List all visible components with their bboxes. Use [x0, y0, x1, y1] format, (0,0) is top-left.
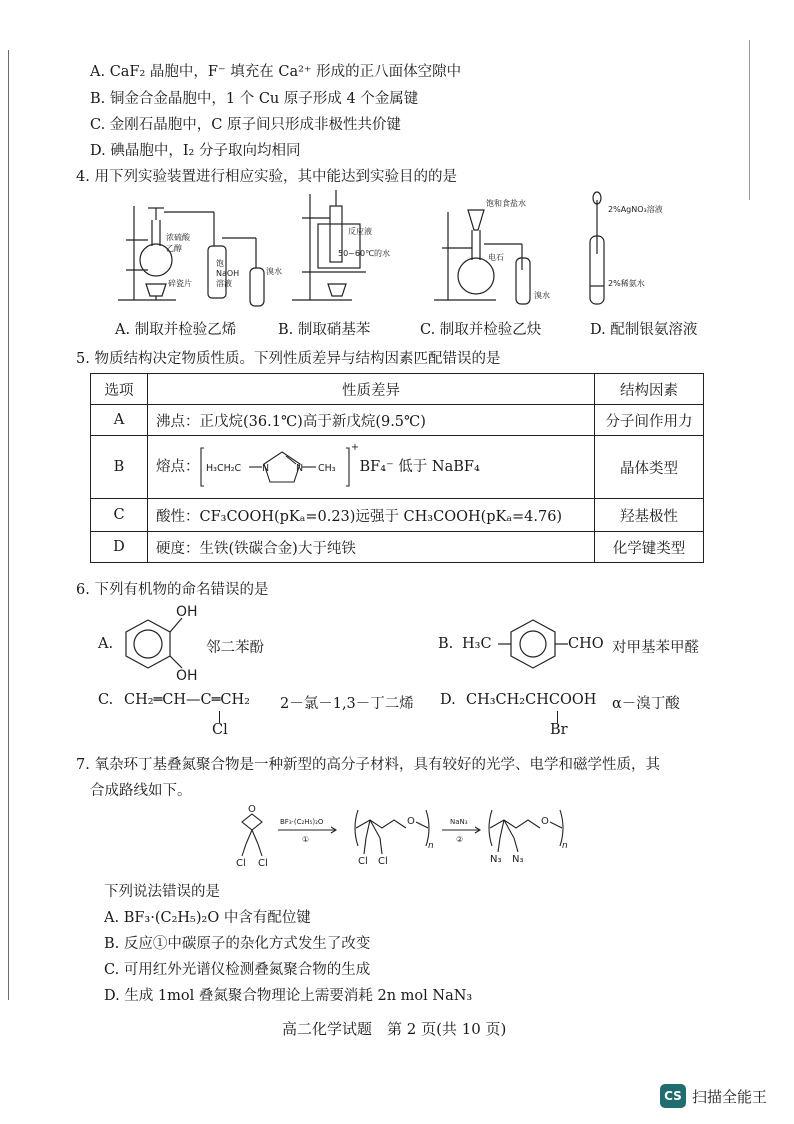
- table-row: [91, 499, 704, 532]
- q5-header-factor: 结构因素: [595, 374, 704, 405]
- cell-difference: 酸性：CF₃COOH(pKₐ=0.23)远强于 CH₃COOH(pKₐ=4.76): [148, 499, 595, 532]
- q6-b-left-group: H₃C: [462, 636, 492, 652]
- cell-option: B: [91, 436, 148, 499]
- catechol-oh-top: OH: [176, 604, 198, 620]
- label-a-ethanol: 乙醇: [166, 244, 182, 253]
- cell-factor: 化学键类型: [595, 532, 704, 563]
- label-d-ammonia: 2%稀氨水: [608, 279, 645, 288]
- q5-stem: 5. 物质结构决定物质性质。下列性质差异与结构因素匹配错误的是: [76, 351, 501, 367]
- q4-apparatus-figure: [96, 188, 716, 316]
- q4-option-c: C. 制取并检验乙炔: [420, 322, 542, 338]
- label-a-naoh-2: NaOH: [216, 269, 240, 278]
- polymer1-cl-2: Cl: [378, 856, 388, 867]
- cell-difference: [148, 436, 595, 499]
- q7-option-a: A. BF₃·(C₂H₅)₂O 中含有配位键: [104, 910, 311, 926]
- q6-c-label: C.: [98, 692, 114, 708]
- q6-a-name: 邻二苯酚: [206, 640, 264, 656]
- monomer-oxygen: O: [248, 804, 256, 815]
- scan-edge-left: [8, 50, 9, 1000]
- cell-option: C: [91, 499, 148, 532]
- polymer2-n3-1: N₃: [490, 854, 502, 865]
- polymer1-cl-1: Cl: [358, 856, 368, 867]
- cell-factor: 晶体类型: [595, 436, 704, 499]
- cell-difference: 硬度：生铁(铁碳合金)大于纯铁: [148, 532, 595, 563]
- label-a-acid: 浓硫酸: [166, 233, 190, 242]
- imidazolium-n1: N: [261, 463, 269, 474]
- apparatus-d-silver-ammonia: [590, 192, 604, 304]
- cell-factor: 羟基极性: [595, 499, 704, 532]
- imidazolium-n3: N: [295, 463, 303, 474]
- q6-d-label: D.: [440, 692, 456, 708]
- q6-c-formula: CH₂═CH—C═CH₂: [124, 692, 250, 708]
- q6-d-name: α－溴丁酸: [612, 696, 680, 712]
- q4-option-b: B. 制取硝基苯: [278, 322, 371, 338]
- polymer2-n: n: [562, 841, 568, 851]
- label-b-water: 50~60℃的水: [338, 249, 391, 258]
- q7-option-b: B. 反应①中碳原子的杂化方式发生了改变: [104, 936, 371, 952]
- q3-option-d: D. 碘晶胞中，I₂ 分子取向均相同: [90, 143, 301, 159]
- q6-d-substituent: Br: [550, 722, 568, 738]
- reagent-1: BF₃·(C₂H₅)₂O: [280, 818, 324, 826]
- imidazolium-left-group: H₃CH₂C: [205, 463, 241, 474]
- camscanner-logo-icon: CS: [660, 1084, 686, 1108]
- label-b-mix: 反应液: [348, 227, 372, 236]
- q7-stem-1: 7. 氧杂环丁基叠氮聚合物是一种新型的高分子材料，具有较好的光学、电学和磁学性质，其: [76, 757, 660, 773]
- q6-b-label: B.: [438, 636, 454, 652]
- apparatus-a-ethylene: [118, 206, 264, 306]
- q4-stem: 4. 用下列实验装置进行相应实验，其中能达到实验目的的是: [76, 169, 457, 185]
- q7-stem-2: 合成路线如下。: [90, 783, 192, 799]
- monomer-cl-2: Cl: [258, 858, 268, 869]
- label-a-chips: 碎瓷片: [168, 279, 192, 288]
- table-row: [91, 436, 704, 499]
- label-c-carbide: 电石: [488, 253, 504, 262]
- label-c-bromine: 溴水: [534, 291, 550, 300]
- q7-question: 下列说法错误的是: [104, 884, 220, 900]
- step-1: ①: [302, 835, 310, 844]
- q5-table: [90, 373, 704, 563]
- cell-option: D: [91, 532, 148, 563]
- q6-stem: 6. 下列有机物的命名错误的是: [76, 582, 269, 598]
- imidazolium-right-group: CH₃: [317, 463, 336, 474]
- label-a-naoh-3: 溶液: [216, 279, 232, 288]
- catechol-structure: [118, 604, 208, 684]
- polymer1-oxygen: O: [407, 816, 415, 827]
- table-row: [91, 405, 704, 436]
- label-a-bromine: 溴水: [266, 267, 282, 276]
- q6-a-label: A.: [98, 636, 114, 652]
- q3-option-a: A. CaF₂ 晶胞中，F⁻ 填充在 Ca²⁺ 形成的正八面体空隙中: [90, 64, 462, 80]
- q3-option-c: C. 金刚石晶胞中，C 原子间只形成非极性共价键: [90, 117, 401, 133]
- q6-c-substituent: Cl: [212, 722, 228, 738]
- diff-prefix: 熔点：: [156, 459, 200, 475]
- polymer2-n3-2: N₃: [512, 854, 524, 865]
- cell-option: A: [91, 405, 148, 436]
- catechol-oh-bottom: OH: [176, 668, 198, 684]
- q4-option-d: D. 配制银氨溶液: [590, 322, 698, 338]
- p-tolualdehyde-ring: [498, 616, 568, 672]
- page-footer: 高二化学试题 第 2 页(共 10 页): [282, 1020, 507, 1038]
- q7-option-c: C. 可用红外光谱仪检测叠氮聚合物的生成: [104, 962, 371, 978]
- polymer2-oxygen: O: [541, 816, 549, 827]
- label-a-naoh-1: 饱: [216, 259, 224, 268]
- imidazolium-charge: +: [350, 442, 359, 453]
- q7-option-d: D. 生成 1mol 叠氮聚合物理论上需要消耗 2n mol NaN₃: [104, 988, 473, 1004]
- table-row: [91, 532, 704, 563]
- polymer1-n: n: [428, 841, 434, 851]
- label-d-agno3: 2%AgNO₃溶液: [608, 205, 663, 214]
- diff-suffix: BF₄⁻ 低于 NaBF₄: [359, 459, 480, 475]
- scan-edge-right: [749, 40, 750, 200]
- apparatus-b-nitrobenzene: [292, 190, 366, 300]
- q5-header-difference: 性质差异: [148, 374, 595, 405]
- q7-synthesis-scheme: [230, 802, 620, 872]
- apparatus-c-acetylene: [434, 210, 530, 304]
- cell-factor: 分子间作用力: [595, 405, 704, 436]
- cell-difference: 沸点：正戊烷(36.1℃)高于新戊烷(9.5℃): [148, 405, 595, 436]
- camscanner-watermark: 扫描全能王: [692, 1088, 768, 1106]
- q6-b-right-group: CHO: [568, 636, 604, 652]
- q6-b-name: 对甲基苯甲醛: [612, 640, 699, 656]
- reagent-2: NaN₃: [450, 818, 468, 826]
- q3-option-b: B. 铜金合金晶胞中，1 个 Cu 原子形成 4 个金属键: [90, 91, 419, 107]
- monomer-cl-1: Cl: [236, 858, 246, 869]
- imidazolium-structure: [200, 442, 360, 492]
- q4-option-a: A. 制取并检验乙烯: [115, 322, 237, 338]
- q5-header-option: 选项: [91, 374, 148, 405]
- step-2: ②: [456, 835, 464, 844]
- label-c-brine: 饱和食盐水: [486, 199, 526, 208]
- q6-d-formula: CH₃CH₂CHCOOH: [466, 692, 597, 708]
- q6-c-name: 2－氯－1,3－丁二烯: [280, 696, 414, 712]
